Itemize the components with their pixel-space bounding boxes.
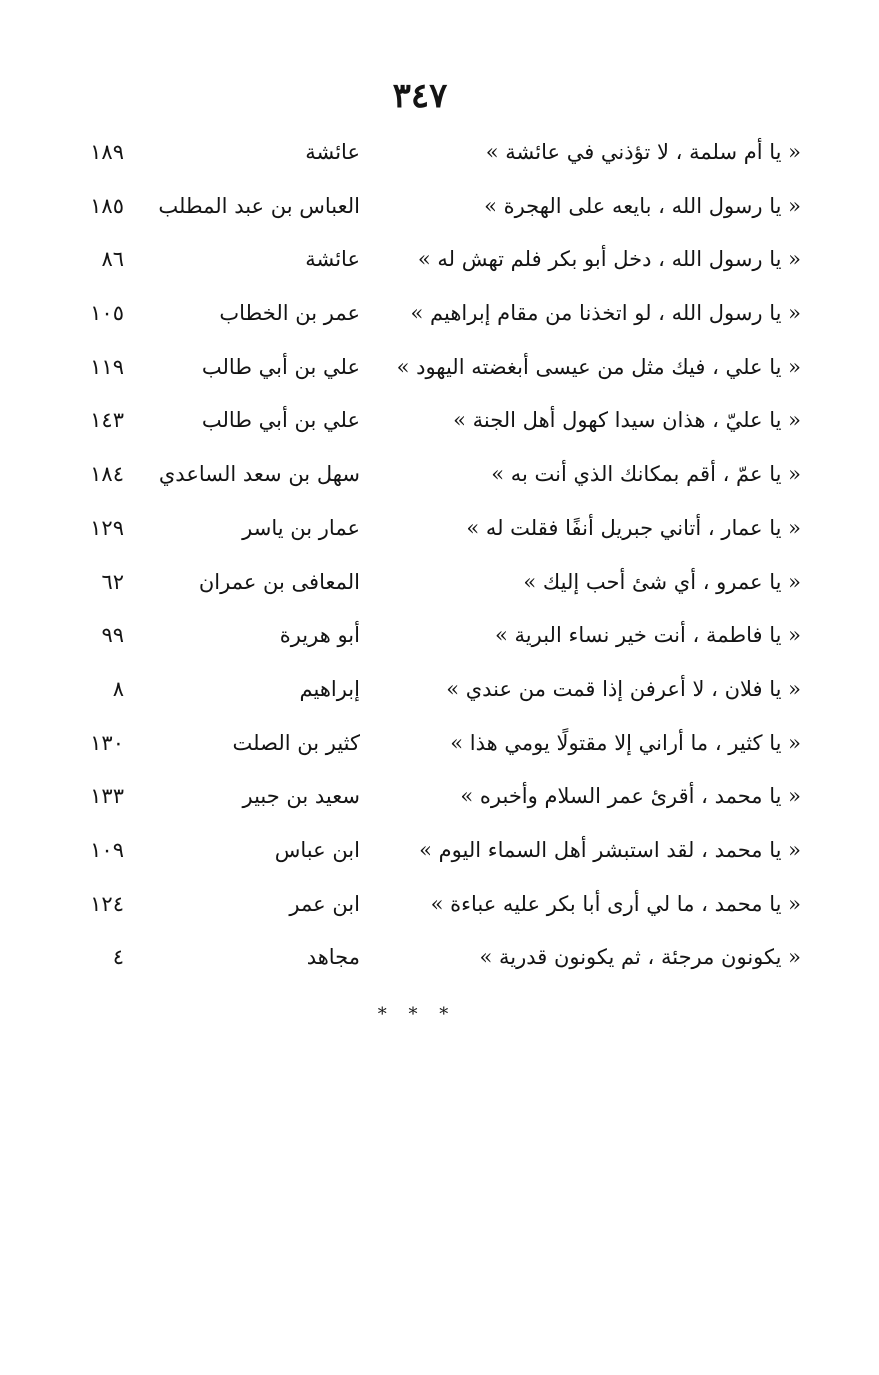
narrator-name: علي بن أبي طالب	[201, 408, 360, 433]
narrator-name: عائشة	[305, 140, 360, 164]
page-reference: ١٠٩	[90, 837, 124, 862]
hadith-text: « يا رسول الله ، دخل أبو بكر فلم تهش له »	[417, 247, 801, 272]
narrator-name: سهل بن سعد الساعدي	[158, 462, 360, 487]
hadith-text: « يا محمد ، أقرئ عمر السلام وأخبره »	[460, 784, 801, 809]
index-row	[0, 717, 879, 771]
hadith-text: « يكونون مرجئة ، ثم يكونون قدرية »	[479, 945, 801, 970]
index-row	[0, 126, 879, 180]
page-reference: ١٨٥	[90, 193, 124, 218]
index-row	[0, 287, 879, 341]
section-separator: * * *	[377, 1004, 457, 1025]
index-row	[0, 448, 879, 502]
page-reference: ١٤٣	[90, 408, 124, 433]
narrator-name: عمار بن ياسر	[242, 515, 360, 540]
hadith-text: « يا عمار ، أتاني جبريل أنفًا فقلت له »	[466, 515, 801, 540]
narrator-name: سعيد بن جبير	[242, 784, 360, 809]
index-row	[0, 663, 879, 717]
page-reference: ١١٩	[90, 354, 124, 379]
page-reference: ١٣٠	[90, 730, 124, 755]
index-row	[0, 502, 879, 556]
hadith-text: « يا علي ، فيك مثل من عيسى أبغضته اليهود »	[396, 354, 801, 379]
page-reference: ٤	[112, 945, 124, 970]
index-row	[0, 556, 879, 610]
page-reference: ١٠٥	[90, 301, 124, 326]
page-reference: ١٢٤	[90, 891, 124, 916]
page-number: ٣٤٧	[392, 76, 448, 116]
hadith-text: « يا محمد ، ما لي أرى أبا بكر عليه عباءة »	[430, 891, 801, 916]
hadith-text: « يا فلان ، لا أعرفن إذا قمت من عندي »	[446, 676, 801, 701]
hadith-text: « يا عمّ ، أقم بمكانك الذي أنت به »	[491, 462, 801, 487]
index-row	[0, 878, 879, 932]
index-row	[0, 180, 879, 234]
page-reference: ١٣٣	[90, 784, 124, 809]
index-row	[0, 609, 879, 663]
narrator-name: إبراهيم	[299, 676, 360, 701]
index-row	[0, 931, 879, 985]
hadith-text: « يا عمرو ، أي شئ أحب إليك »	[523, 569, 801, 594]
narrator-name: مجاهد	[306, 945, 360, 970]
hadith-index-table	[0, 126, 879, 985]
narrator-name: ابن عمر	[289, 891, 360, 916]
hadith-text: « يا كثير ، ما أراني إلا مقتولًا يومي هذا »	[450, 730, 801, 755]
index-row	[0, 233, 879, 287]
narrator-name: ابن عباس	[274, 837, 360, 862]
hadith-text: « يا رسول الله ، بايعه على الهجرة »	[484, 193, 801, 218]
narrator-name: عمر بن الخطاب	[219, 301, 360, 326]
narrator-name: كثير بن الصلت	[232, 730, 360, 755]
page-reference: ٨٦	[101, 247, 124, 272]
page-reference: ٨	[112, 676, 124, 701]
narrator-name: عائشة	[305, 247, 360, 272]
narrator-name: علي بن أبي طالب	[201, 354, 360, 379]
page-reference: ٦٢	[101, 569, 124, 594]
hadith-text: « يا أم سلمة ، لا تؤذني في عائشة »	[485, 140, 801, 164]
page-reference: ١٨٤	[90, 462, 124, 487]
hadith-text: « يا رسول الله ، لو اتخذنا من مقام إبراهيم »	[410, 301, 801, 326]
narrator-name: المعافى بن عمران	[198, 569, 360, 594]
page-reference: ١٨٩	[90, 140, 124, 164]
index-row	[0, 770, 879, 824]
page-reference: ٩٩	[101, 623, 124, 648]
narrator-name: أبو هريرة	[279, 623, 360, 648]
index-row	[0, 341, 879, 395]
page-reference: ١٢٩	[90, 515, 124, 540]
hadith-text: « يا فاطمة ، أنت خير نساء البرية »	[495, 623, 801, 648]
narrator-name: العباس بن عبد المطلب	[158, 193, 360, 218]
index-row	[0, 824, 879, 878]
index-row	[0, 394, 879, 448]
hadith-text: « يا عليّ ، هذان سيدا كهول أهل الجنة »	[453, 408, 801, 433]
hadith-text: « يا محمد ، لقد استبشر أهل السماء اليوم »	[419, 837, 801, 862]
